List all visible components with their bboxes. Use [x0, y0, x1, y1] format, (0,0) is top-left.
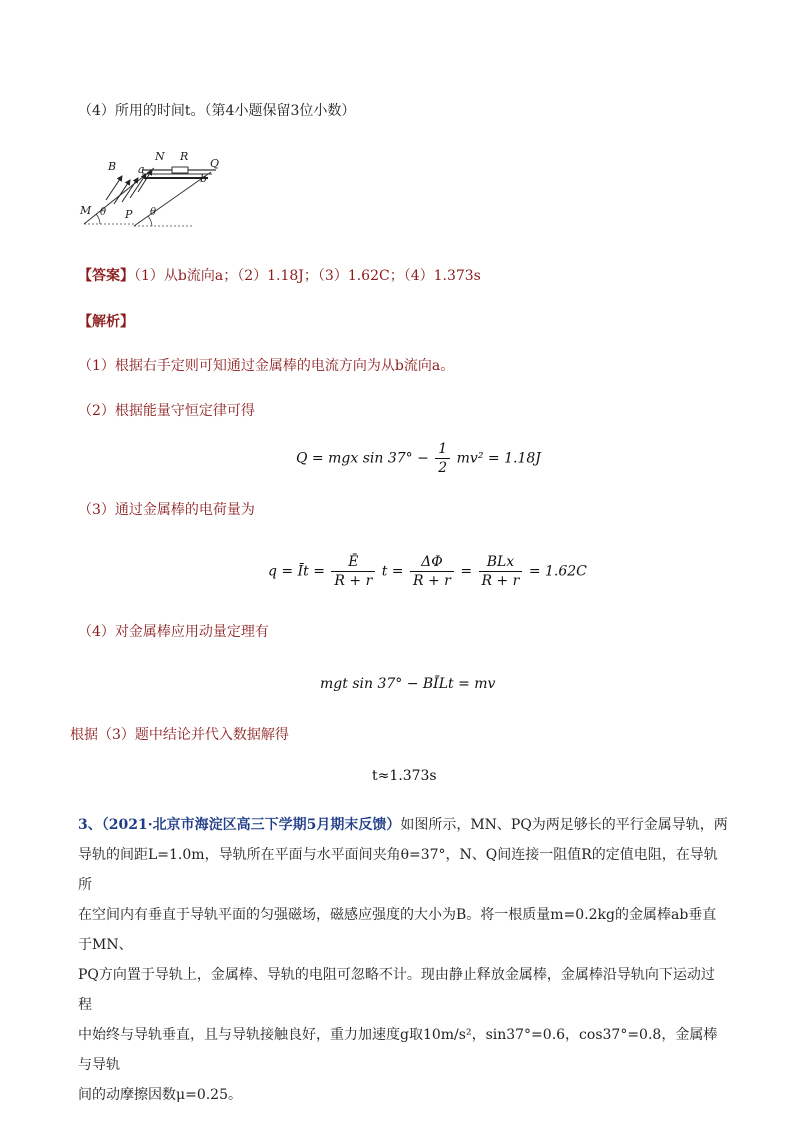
problem-3-line-5: 中始终与导轨垂直，且与导轨接触良好，重力加速度g取10m/s²，sin37°=0.6，cos37°=0.8，金属棒与导轨 [78, 1027, 718, 1073]
problem-3-line-3: 在空间内有垂直于导轨平面的匀强磁场，磁感应强度的大小为B。将一根质量m=0.2kg的金属棒ab垂直于MN、 [78, 907, 717, 953]
label-Q: Q [210, 157, 220, 170]
label-b: b [200, 172, 208, 185]
analysis-p3: （3）通过金属棒的电荷量为 [78, 502, 255, 518]
problem-3-line-6: 间的动摩擦因数μ=0.25。 [78, 1087, 243, 1103]
analysis-p4: （4）对金属棒应用动量定理有 [78, 624, 269, 640]
formula-energy: Q = mgx sin 37° − $\frac{1}{2}$ mv² = 1.18J [296, 441, 541, 476]
problem-3-line-4: PQ方向置于导轨上，金属棒、导轨的电阻可忽略不计。现由静止释放金属棒，金属棒沿导轨向下运动过程 [78, 967, 715, 1013]
analysis-p5: 根据（3）题中结论并代入数据解得 [70, 727, 289, 743]
formula-momentum: mgt sin 37° − BĪLt = mv [320, 676, 496, 692]
problem-3-line-2: 导轨的间距L=1.0m，导轨所在平面与水平面间夹角θ=37°，N、Q间连接一阻值R的定值电阻，在导轨所 [78, 847, 718, 893]
problem-3-line-1: 3、（2021·北京市海淀区高三下学期5月期末反馈）如图所示，MN、PQ为两足够长的平行金属导轨，两 [78, 817, 728, 833]
question-4-text: （4）所用的时间t。（第4小题保留3位小数） [78, 103, 356, 119]
label-N: N [155, 150, 165, 163]
formula-charge: q = Īt = $\frac{Ē}{R + r}$ t = $\frac{\Delta\Phi}{R + r}$ = $\frac{\text{BLx}}{R + r}$ = 1.62C [268, 554, 587, 589]
answer-text: （1）从b流向a；（2）1.18J；（3）1.62C；（4）1.373s [134, 268, 481, 284]
label-M: M [80, 204, 92, 217]
analysis-p1: （1）根据右手定则可知通过金属棒的电流方向为从b流向a。 [78, 358, 455, 374]
analysis-p2: （2）根据能量守恒定律可得 [78, 403, 255, 419]
problem-3-source: 3、（2021·北京市海淀区高三下学期5月期末反馈） [78, 817, 401, 833]
answer-line [78, 266, 481, 286]
formula-result: t≈1.373s [372, 768, 437, 784]
label-P: P [125, 208, 133, 221]
answer-tag: 【答案】 [78, 268, 134, 284]
label-B: B [108, 160, 117, 173]
label-theta-1: θ [100, 207, 107, 218]
analysis-tag: 【解析】 [78, 314, 134, 330]
label-R: R [180, 150, 189, 163]
label-theta-2: θ [150, 207, 157, 218]
label-a: a [138, 163, 145, 176]
problem-3 [78, 810, 728, 1110]
